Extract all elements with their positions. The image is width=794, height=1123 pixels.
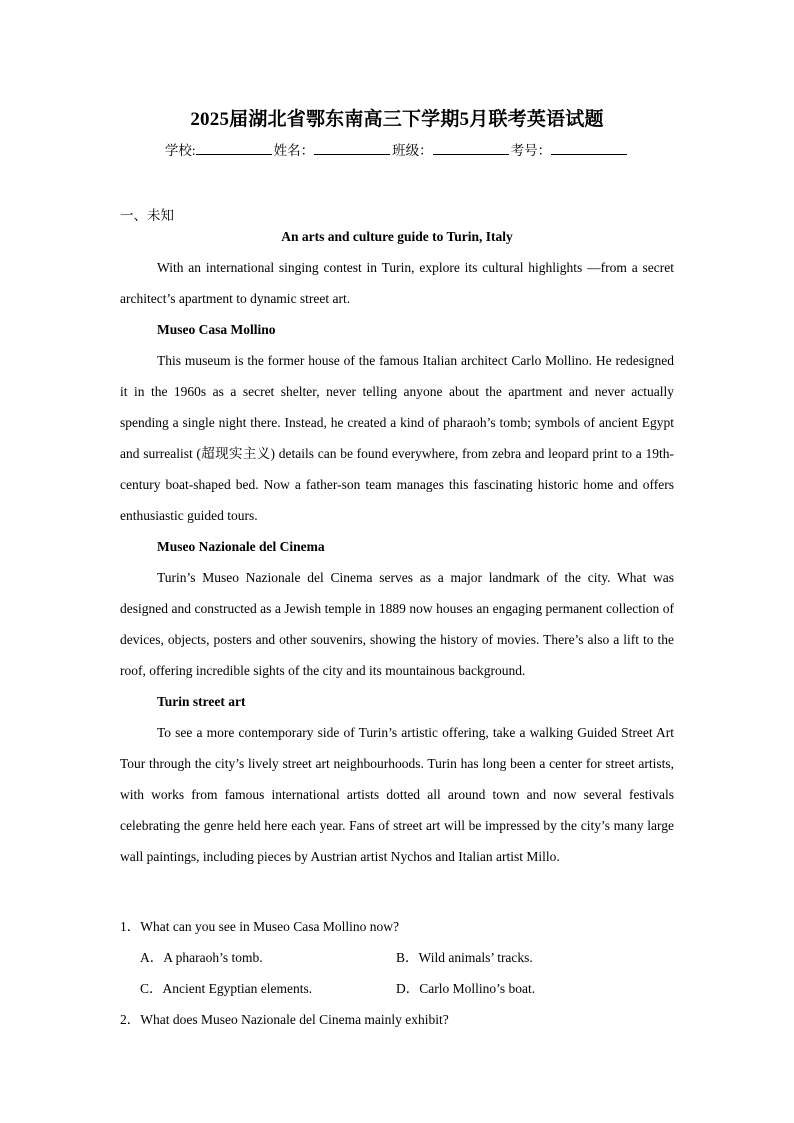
name-label: 姓名： xyxy=(273,143,315,158)
student-info-line xyxy=(0,139,794,159)
section-heading: 一、未知 xyxy=(120,208,174,223)
name-blank[interactable] xyxy=(314,142,390,155)
section-heading-cinema: Museo Nazionale del Cinema xyxy=(157,539,325,554)
section-text-casa-mollino: This museum is the former house of the famous Italian architect Carlo Mollino. He redesigned it in the 1960s as a secret shelter, never telling anyone about the apartment and never actually spending a single night there. Instead, he created a kind of pharaoh’s tomb; symbols of ancient Egypt and surrealist (超现实主义) details can be found everywhere, from zebra and leopard print to a 19th-century boat-shaped bed. Now a father-son team manages this fascinating historic home and offers enthusiastic guided tours. xyxy=(120,353,674,523)
article-intro: With an international singing contest in Turin, explore its cultural highlights —from a secret architect’s apartment to dynamic street art. xyxy=(120,260,674,306)
number-blank[interactable] xyxy=(551,142,627,155)
section-text-cinema: Turin’s Museo Nazionale del Cinema serves as a major landmark of the city. What was designed and constructed as a Jewish temple in 1889 now houses an engaging permanent collection of devices, objects, posters and other souvenirs, showing the history of movies. There’s also a lift to the roof, offering incredible sights of the city and its mountainous background. xyxy=(120,570,674,678)
section-heading-street-art: Turin street art xyxy=(157,694,246,709)
question-1-option-d[interactable]: D．Carlo Mollino’s boat. xyxy=(396,981,536,996)
question-2-stem: 2．What does Museo Nazionale del Cinema mainly exhibit? xyxy=(120,1012,449,1027)
question-1-option-c[interactable]: C．Ancient Egyptian elements. xyxy=(140,981,313,996)
section-text-street-art: To see a more contemporary side of Turin’s artistic offering, take a walking Guided Street Art Tour through the city’s lively street art neighbourhoods. Turin has long been a center for street artists, with works from famous international artists dotted all around town and now several festivals celebrating the genre held here each year. Fans of street art will be impressed by the city’s many large wall paintings, including pieces by Austrian artist Nychos and Italian artist Millo. xyxy=(120,725,674,864)
article-title: An arts and culture guide to Turin, Italy xyxy=(281,229,513,244)
question-1-option-b[interactable]: B．Wild animals’ tracks. xyxy=(396,950,533,965)
section-heading-casa-mollino: Museo Casa Mollino xyxy=(157,322,276,337)
class-blank[interactable] xyxy=(433,142,509,155)
number-label: 考号： xyxy=(510,143,552,158)
school-blank[interactable] xyxy=(196,142,272,155)
article-body xyxy=(120,252,674,872)
question-1-stem: 1．What can you see in Museo Casa Mollino now? xyxy=(120,919,399,934)
page-title: 2025届湖北省鄂东南高三下学期5月联考英语试题 xyxy=(190,109,604,130)
school-label: 学校: xyxy=(164,143,196,158)
question-1-option-a[interactable]: A．A pharaoh’s tomb. xyxy=(140,950,263,965)
class-label: 班级： xyxy=(392,143,433,158)
